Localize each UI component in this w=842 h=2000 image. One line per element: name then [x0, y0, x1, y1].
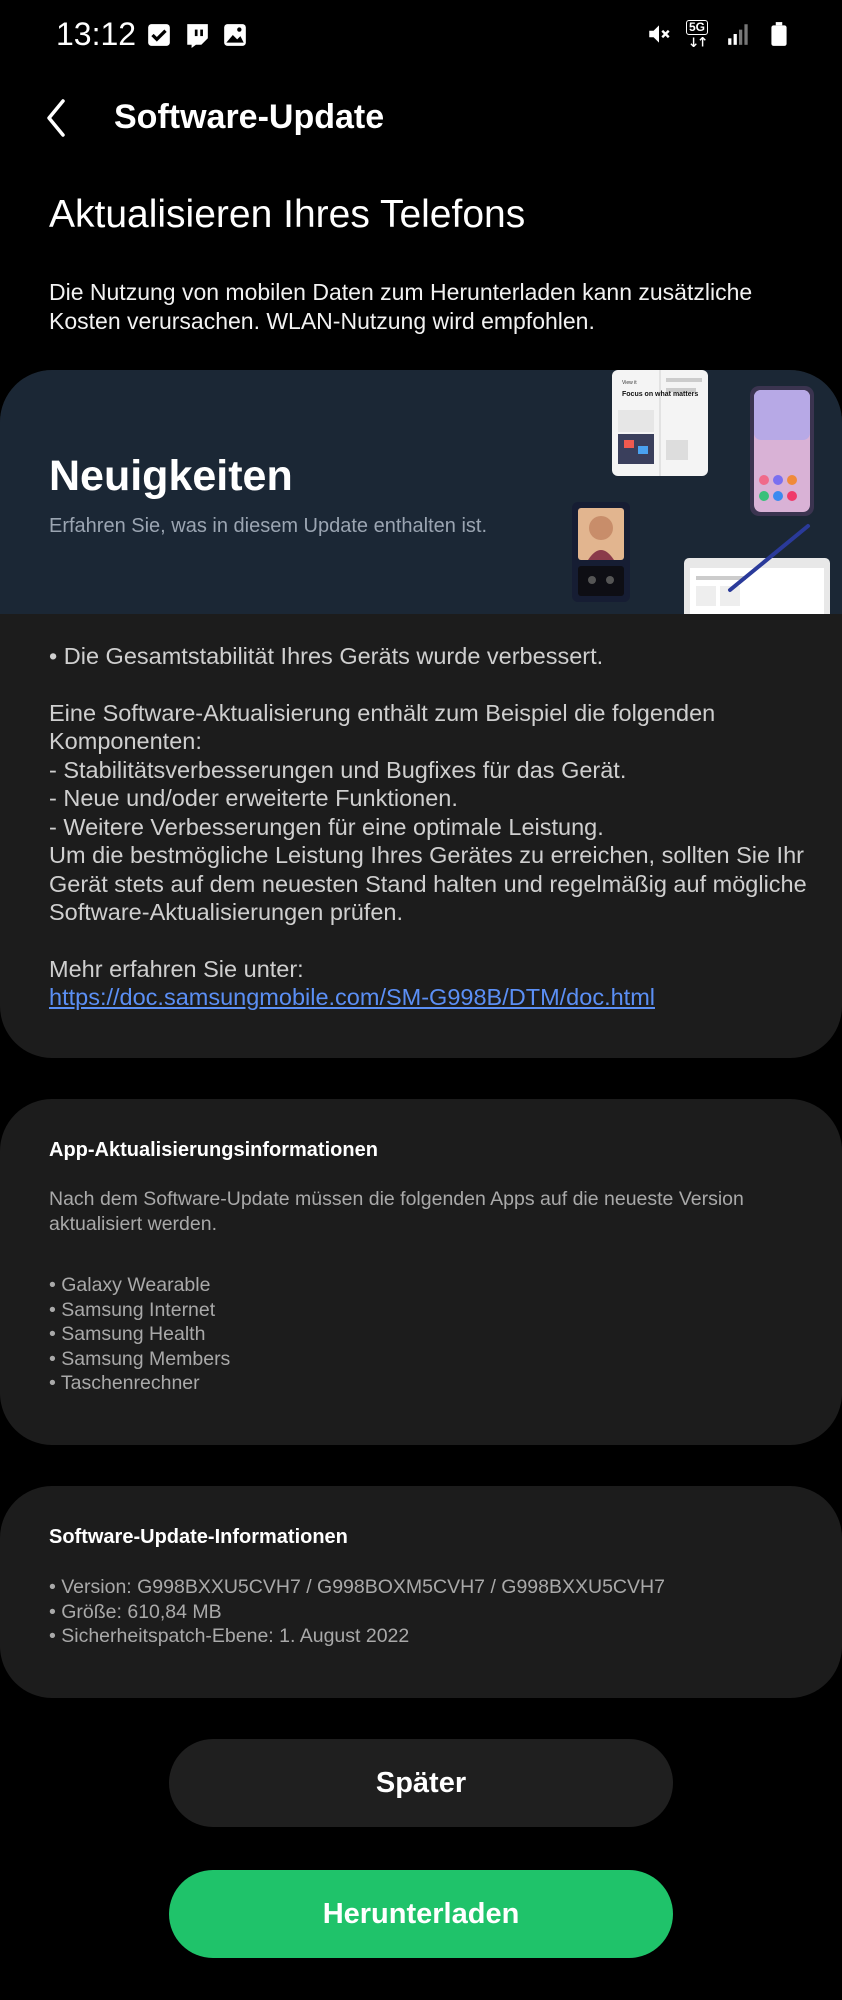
list-item: • Samsung Health: [49, 1323, 206, 1346]
list-item: • Taschenrechner: [49, 1372, 200, 1395]
promo-phone-text: Focus on what matters: [622, 391, 699, 398]
whats-new-banner: [0, 370, 842, 614]
status-time: 13:12: [56, 16, 137, 52]
whats-new-body: [49, 642, 809, 1012]
app-update-info-card: [0, 1099, 842, 1445]
version-text: • Version: G998BXXU5CVH7 / G998BOXM5CVH7 / G998BXXU5CVH7: [49, 1576, 665, 1598]
stability-note: • Die Gesamtstabilität Ihres Geräts wurde verbessert.: [49, 643, 604, 669]
whats-new-card: [0, 370, 842, 1058]
network-5g-icon: [686, 20, 712, 48]
software-update-info-card: [0, 1486, 842, 1698]
page-title: Software-Update: [114, 98, 385, 136]
download-button[interactable]: Herunterladen: [169, 1870, 673, 1958]
later-button[interactable]: Später: [169, 1739, 673, 1827]
update-components-text: Eine Software-Aktualisierung enthält zum Beispiel die folgenden Komponenten: - Stabilitätsverbesserungen und Bugfixes für das Gerät. - Neue und/oder erweiterte Funktionen. - Weitere Verbesserungen für eine optimale Leistung. Um die bestmögliche Leistung Ihres Gerätes zu erreichen, sollten Sie Ihr Gerät stets auf dem neuesten Stand halten und regelmäßig auf mögliche Software-Aktualisierungen prüfen.: [49, 699, 807, 925]
device-illustration: [560, 370, 842, 614]
signal-icon: [726, 21, 752, 47]
app-bar: [0, 88, 842, 148]
network-label: 5G: [686, 20, 708, 35]
headline: Aktualisieren Ihres Telefons: [49, 193, 526, 236]
app-update-heading: App-Aktualisierungsinformationen: [49, 1139, 378, 1161]
back-button[interactable]: [34, 90, 78, 146]
checkbox-icon: [146, 22, 172, 48]
more-info-label: Mehr erfahren Sie unter:: [49, 955, 304, 982]
size-text: • Größe: 610,84 MB: [49, 1600, 222, 1623]
more-info-link[interactable]: https://doc.samsungmobile.com/SM-G998B/DTM/doc.html: [49, 984, 655, 1010]
mobile-data-notice: Die Nutzung von mobilen Daten zum Herunterladen kann zusätzliche Kosten verursachen. WLAN-Nutzung wird empfohlen.: [49, 279, 753, 334]
status-system-icons: [646, 20, 792, 48]
promo-phone-label: View it: [622, 380, 637, 386]
app-update-list: [49, 1273, 230, 1396]
chevron-left-icon: [43, 97, 69, 139]
battery-icon: [766, 21, 792, 47]
status-notification-icons: [146, 22, 248, 48]
software-info-heading: Software-Update-Informationen: [49, 1526, 348, 1548]
security-patch-text: • Sicherheitspatch-Ebene: 1. August 2022: [49, 1625, 410, 1647]
list-item: • Galaxy Wearable: [49, 1274, 211, 1296]
status-bar: [0, 0, 842, 72]
software-info-details: [49, 1575, 789, 1649]
mute-icon: [646, 21, 672, 47]
app-update-description: Nach dem Software-Update müssen die folgenden Apps auf die neueste Version aktualisiert werden.: [49, 1188, 744, 1235]
whats-new-subtitle: Erfahren Sie, was in diesem Update enthalten ist.: [49, 515, 488, 537]
list-item: • Samsung Members: [49, 1347, 231, 1370]
twitch-icon: [184, 22, 210, 48]
gallery-icon: [222, 22, 248, 48]
list-item: • Samsung Internet: [49, 1298, 216, 1321]
whats-new-title: Neuigkeiten: [49, 452, 293, 500]
